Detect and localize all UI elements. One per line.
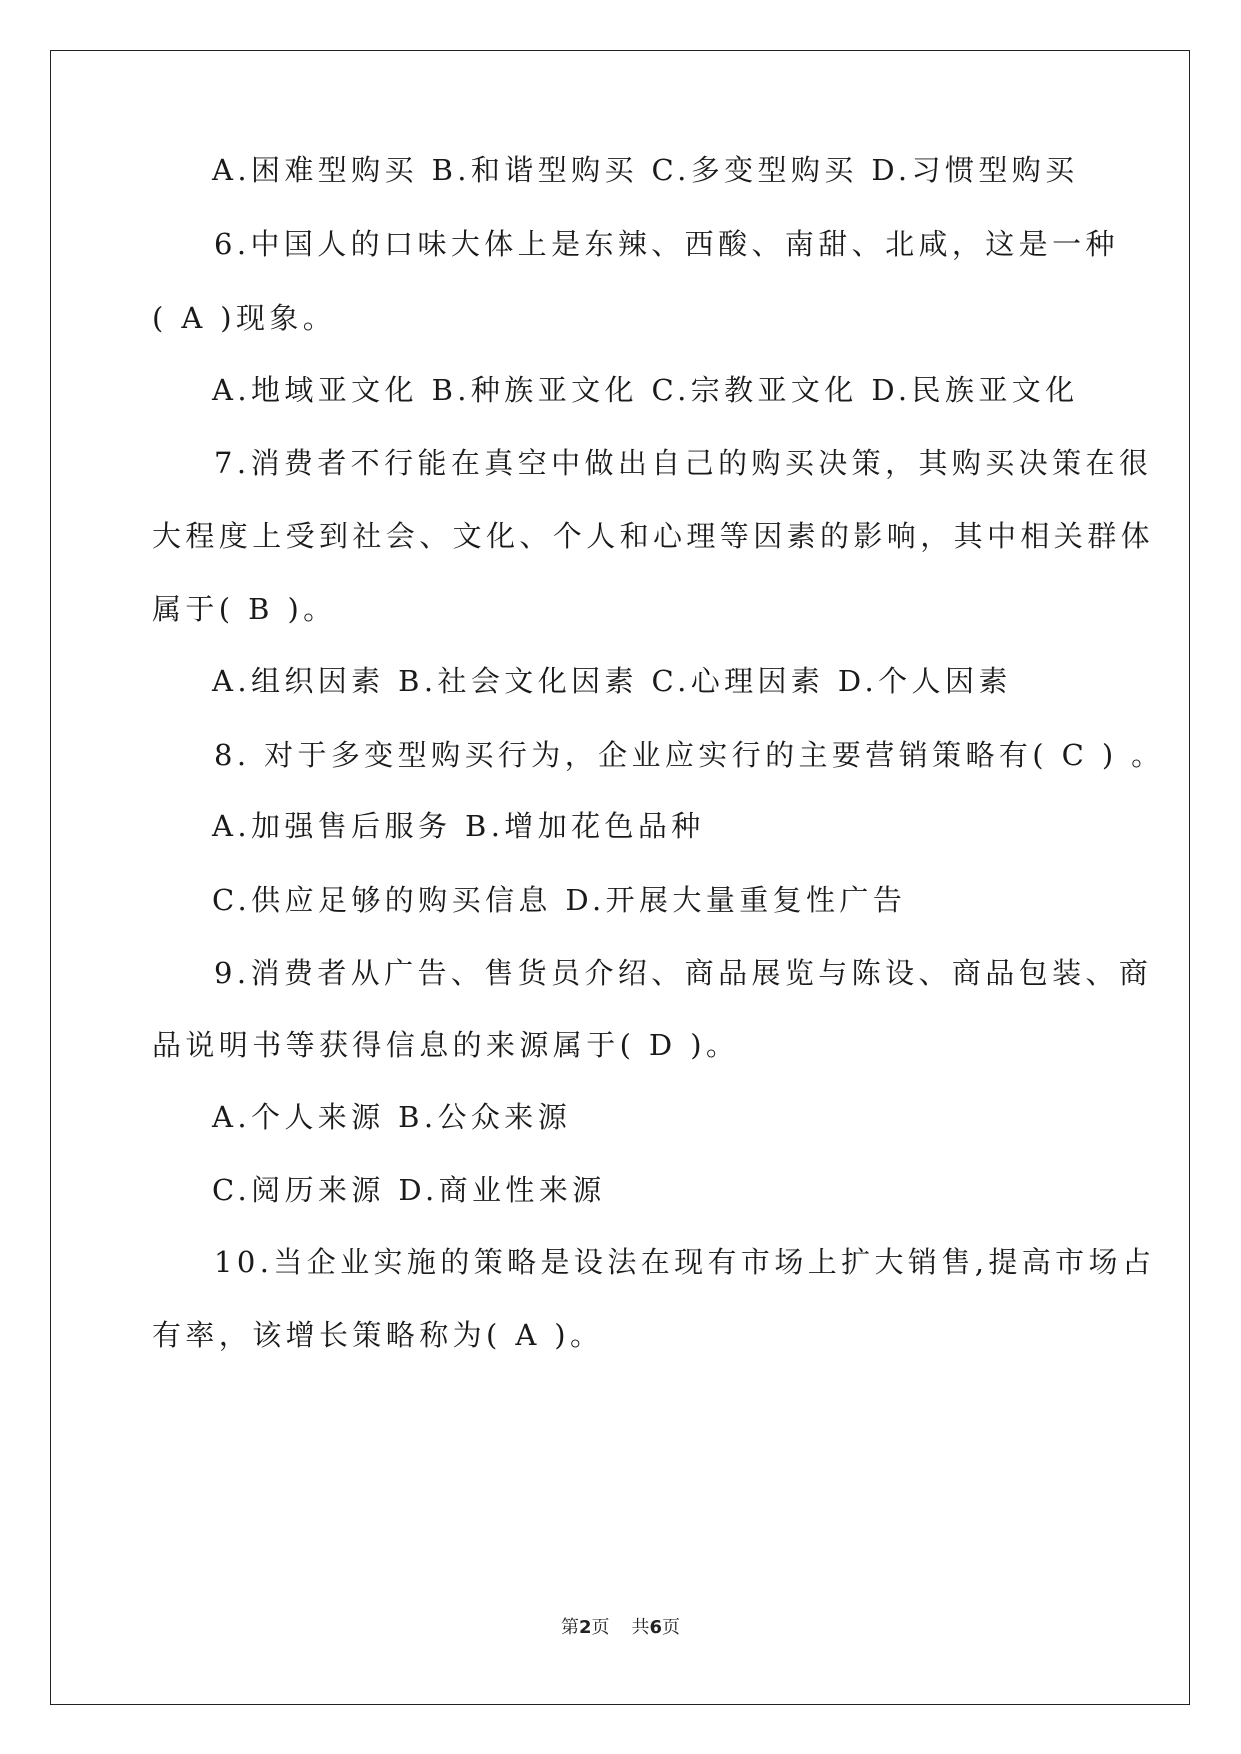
q9-options-line1: A.个人来源 B.公众来源 <box>212 1100 572 1134</box>
q6-text-line2: ( A )现象。 <box>152 301 337 335</box>
q7-options: A.组织因素 B.社会文化因素 C.心理因素 D.个人因素 <box>212 664 1012 698</box>
q5-options: A.困难型购买 B.和谐型购买 C.多变型购买 D.习惯型购买 <box>212 153 1079 187</box>
q9-text-line2: 品说明书等获得信息的来源属于( D )。 <box>152 1028 740 1062</box>
total-suffix: 页 <box>662 1617 681 1638</box>
total-pages: 6 <box>649 1617 663 1638</box>
page-number: 2 <box>578 1617 592 1638</box>
page-border <box>50 50 1190 1705</box>
q10-text-line2: 有率，该增长策略称为( A )。 <box>152 1318 604 1352</box>
q9-text-line1: 9.消费者从广告、售货员介绍、商品展览与陈设、商品包装、商 <box>214 956 1153 990</box>
q6-options: A.地域亚文化 B.种族亚文化 C.宗教亚文化 D.民族亚文化 <box>212 373 1079 407</box>
q8-options-line1: A.加强售后服务 B.增加花色品种 <box>212 809 705 843</box>
q10-text-line1: 10.当企业实施的策略是设法在现有市场上扩大销售,提高市场占 <box>214 1245 1156 1279</box>
q9-options-line2: C.阅历来源 D.商业性来源 <box>212 1173 606 1207</box>
q8-options-line2: C.供应足够的购买信息 D.开展大量重复性广告 <box>212 883 907 917</box>
page-suffix: 页 <box>591 1617 610 1638</box>
q7-text-line2: 大程度上受到社会、文化、个人和心理等因素的影响，其中相关群体 <box>152 519 1155 553</box>
q7-text-line3: 属于( B )。 <box>152 592 337 626</box>
q7-text-line1: 7.消费者不行能在真空中做出自己的购买决策，其购买决策在很 <box>214 446 1153 480</box>
page-prefix: 第 <box>560 1617 579 1638</box>
q8-text: 8. 对于多变型购买行为，企业应实行的主要营销策略有( C ) 。 <box>214 738 1165 772</box>
q6-text-line1: 6.中国人的口味大体上是东辣、西酸、南甜、北咸，这是一种 <box>214 227 1119 261</box>
total-prefix: 共 <box>631 1617 650 1638</box>
page-footer <box>0 1613 1241 1639</box>
